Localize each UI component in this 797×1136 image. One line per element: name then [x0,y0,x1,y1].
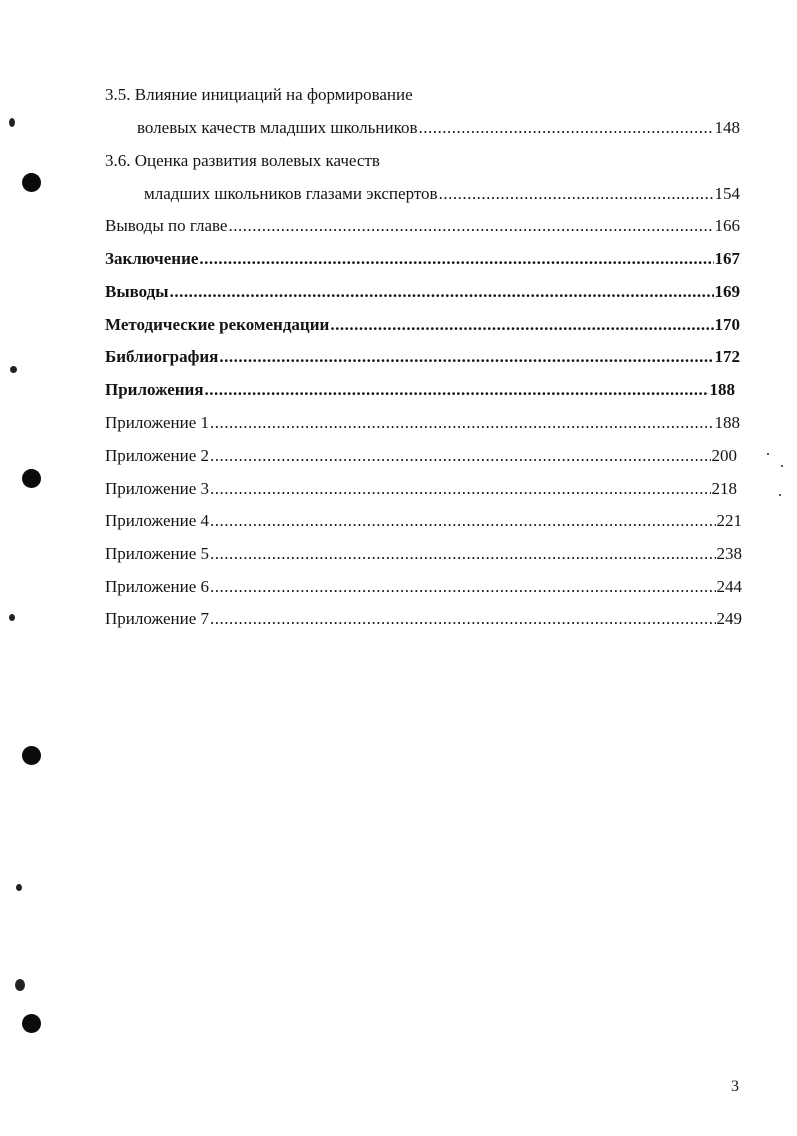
toc-entry [105,345,740,369]
toc-entry-title: Заключение [105,249,199,268]
toc-entry-3-5-continuation [137,116,740,140]
dot-leader [419,116,714,140]
toc-entry-3-5-line1: 3.5. Влияние инициаций на формирование [105,85,413,104]
toc-entry-3-5-line2: волевых качеств младших школьников [137,118,418,137]
toc-entry-3-6-continuation [144,182,740,206]
toc-entry-3-5-page: 148 [714,118,740,137]
toc-entry-page: 238 [716,544,742,563]
toc-entry-title: Приложение 1 [105,413,209,432]
speck-8 [779,494,781,496]
toc-entry-3-6-line2: младших школьников глазами экспертов [144,184,438,203]
toc-entry-3-6-heading [105,149,380,173]
toc-entry-page: 167 [714,249,740,268]
toc-entry-page: 200 [711,446,737,465]
toc-entry [105,411,740,435]
toc-entry-title: Приложения [105,380,204,399]
toc-entry-title: Библиография [105,347,219,366]
dot-leader [170,280,714,304]
toc-entry [105,444,737,468]
dot-leader [228,214,713,238]
dot-leader [210,575,716,599]
dot-leader [199,247,713,271]
toc-entry-page: 249 [716,609,742,628]
dot-leader [210,509,716,533]
toc-entry-title: Выводы по главе [105,216,228,235]
dot-leader [205,378,709,402]
toc-entry [105,378,735,402]
toc-entry-title: Методические рекомендации [105,315,330,334]
dot-leader [439,182,714,206]
toc-entry [105,509,742,533]
punch-hole-2 [22,469,41,488]
toc-entry-page: 166 [714,216,740,235]
toc-entry-title: Выводы [105,282,169,301]
dot-leader [210,542,716,566]
toc-entry-title: Приложение 5 [105,544,209,563]
toc-entry-page: 188 [709,380,735,399]
toc-entry [105,607,742,631]
speck-7 [781,465,783,467]
toc-entry [105,313,740,337]
toc-entry-page: 221 [716,511,742,530]
punch-hole-1 [22,173,41,192]
toc-entry [105,214,740,238]
punch-hole-4 [22,1014,41,1033]
dot-leader [330,313,713,337]
speck-5 [15,979,25,991]
toc-entry-3-5-heading [105,83,413,107]
toc-entry-title: Приложение 2 [105,446,209,465]
speck-1 [9,118,15,127]
toc-entry-page: 170 [714,315,740,334]
toc-entry-title: Приложение 3 [105,479,209,498]
speck-3 [9,614,15,621]
toc-entry-title: Приложение 7 [105,609,209,628]
toc-entry-title: Приложение 6 [105,577,209,596]
toc-entry-page: 218 [711,479,737,498]
dot-leader [210,477,711,501]
toc-entry [105,575,742,599]
toc-entry-3-6-page: 154 [714,184,740,203]
toc-entry [105,542,742,566]
speck-4 [16,884,22,891]
toc-entry-page: 188 [714,413,740,432]
toc-entry-page: 244 [716,577,742,596]
punch-hole-3 [22,746,41,765]
toc-entry-page: 169 [714,282,740,301]
dot-leader [210,607,716,631]
toc-entry-3-6-line1: 3.6. Оценка развития волевых качеств [105,151,380,170]
toc-entry [105,280,740,304]
speck-2 [10,366,17,373]
toc-entry-title: Приложение 4 [105,511,209,530]
dot-leader [210,444,711,468]
toc-entry-page: 172 [714,347,740,366]
dot-leader [210,411,714,435]
page-number: 3 [731,1078,739,1095]
toc-entry [105,477,737,501]
dot-leader [219,345,713,369]
speck-6 [767,453,769,455]
toc-entry [105,247,740,271]
